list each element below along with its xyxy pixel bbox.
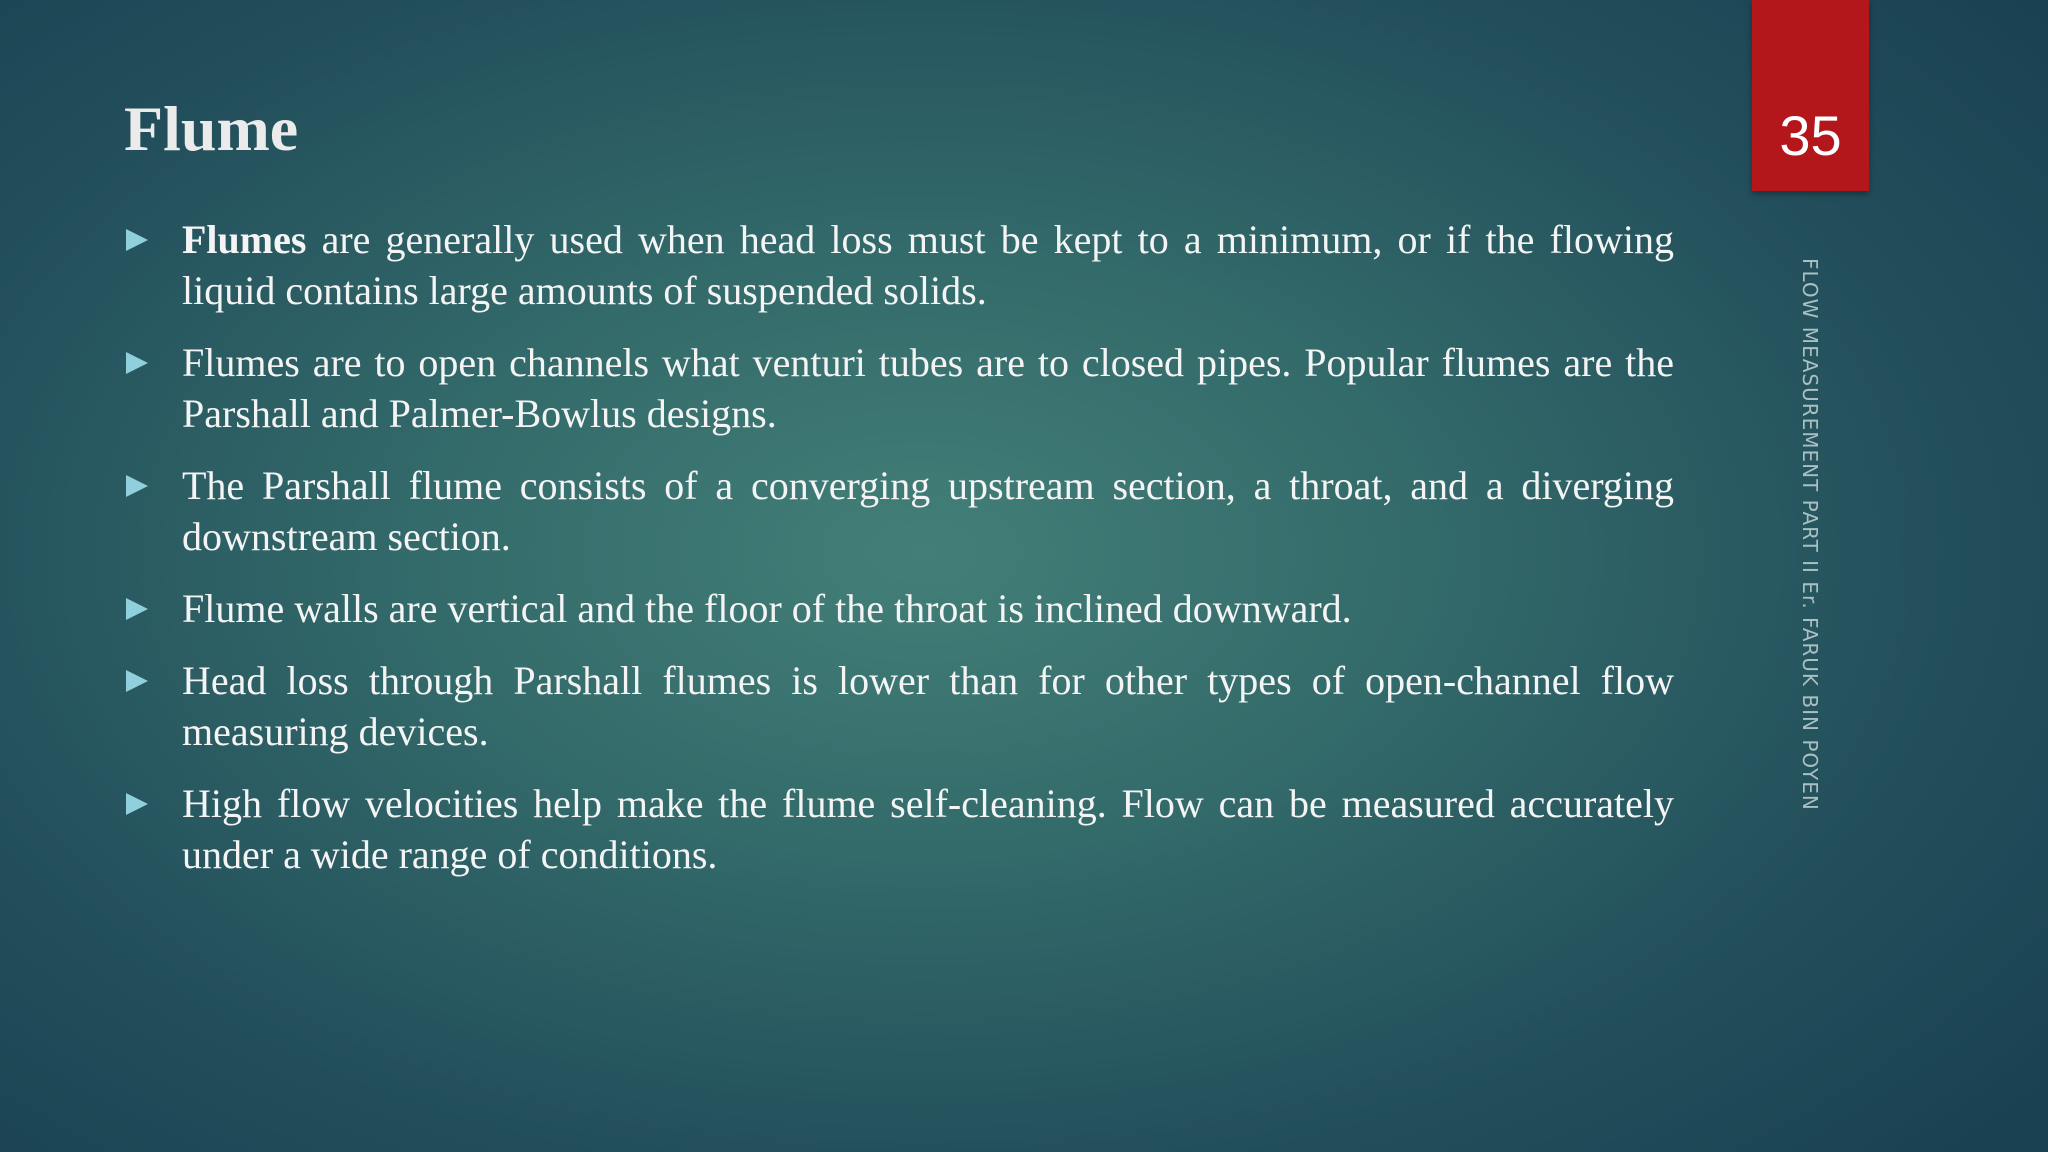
bullet-text: are generally used when head loss must be kept to a minimum, or if the flowing liquid contains large amounts of suspended solids. xyxy=(182,217,1674,313)
bullet-item xyxy=(124,460,1674,562)
triangle-right-icon xyxy=(126,598,148,620)
bullet-item xyxy=(124,655,1674,757)
vertical-footer-text: FLOW MEASUREMENT PART II Er. FARUK BIN POYEN xyxy=(1798,258,1822,811)
slide-title: Flume xyxy=(124,93,299,164)
bullet-item xyxy=(124,214,1674,316)
page-number-badge xyxy=(1752,0,1869,191)
bullet-item xyxy=(124,337,1674,439)
triangle-right-icon xyxy=(126,793,148,815)
bullet-text: Flume walls are vertical and the floor of the throat is inclined downward. xyxy=(182,586,1352,631)
bullet-lead-text: Flumes xyxy=(182,217,307,262)
triangle-right-icon xyxy=(126,670,148,692)
page-number: 35 xyxy=(1779,104,1842,167)
bullet-list xyxy=(124,214,1674,901)
triangle-right-icon xyxy=(126,229,148,251)
triangle-right-icon xyxy=(126,352,148,374)
triangle-right-icon xyxy=(126,475,148,497)
bullet-text: Head loss through Parshall flumes is lower than for other types of open-channel flow measuring devices. xyxy=(182,658,1674,754)
bullet-text: High flow velocities help make the flume self-cleaning. Flow can be measured accurately under a wide range of conditions. xyxy=(182,781,1674,877)
bullet-item xyxy=(124,778,1674,880)
bullet-text: The Parshall flume consists of a converging upstream section, a throat, and a diverging downstream section. xyxy=(182,463,1674,559)
bullet-item xyxy=(124,583,1674,634)
bullet-text: Flumes are to open channels what venturi tubes are to closed pipes. Popular flumes are the Parshall and Palmer-Bowlus designs. xyxy=(182,340,1674,436)
